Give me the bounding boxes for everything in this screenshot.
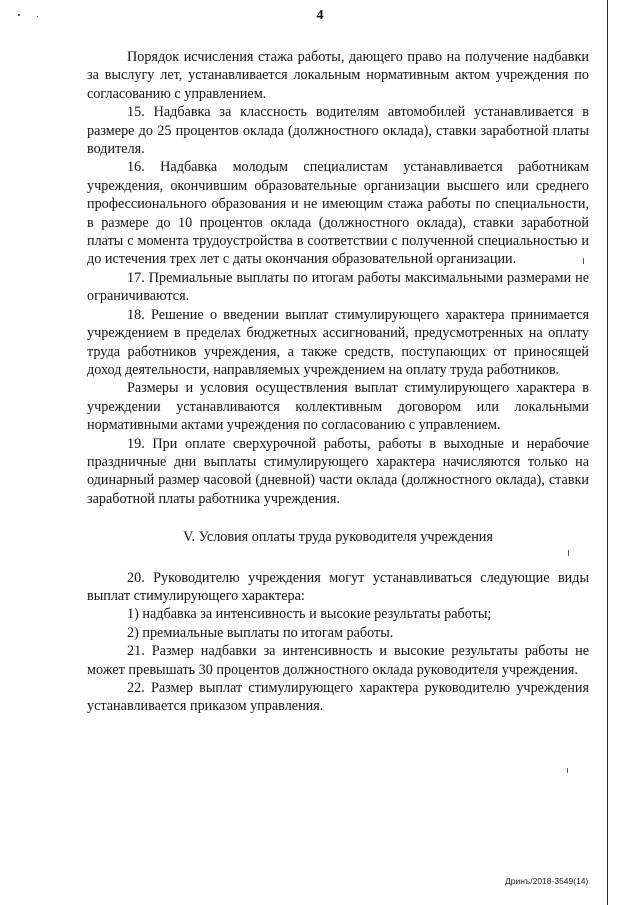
paragraph-22: 22. Размер выплат стимулирующего характера руководителю учреждения устанавливается приказом управления. xyxy=(87,680,589,715)
list-item-1: 1) надбавка за интенсивность и высокие результаты работы; xyxy=(127,606,492,623)
page-number: 4 xyxy=(316,8,324,23)
scan-speck xyxy=(37,16,38,17)
paragraph-15: 15. Надбавка за классность водителям автомобилей устанавливается в размере до 25 процентов оклада (должностного оклада), ставки заработной платы водителя. xyxy=(87,104,589,158)
scan-speck xyxy=(583,258,584,264)
footer-document-code: Дринъ/2018-3549(14) xyxy=(505,876,589,886)
paragraph-seniority-procedure: Порядок исчисления стажа работы, дающего право на получение надбавки за выслугу лет, устанавливается локальным нормативным актом учреждения по согласованию с управлением. xyxy=(87,49,589,102)
scan-speck xyxy=(567,768,568,773)
section-heading: V. Условия оплаты труда руководителя учреждения xyxy=(183,529,493,546)
paragraph-18: 18. Решение о введении выплат стимулирующего характера принимается учреждением в пределах бюджетных ассигнований, предусмотренных на оплату труда работников учреждения, а также средств, поступающих от приносящей доход деятельности, направляемых учреждением на оплату труда работников. xyxy=(87,306,589,378)
paragraph-18-conditions: Размеры и условия осуществления выплат стимулирующего характера в учреждении устанавливаются коллективным договором или локальными нормативными актами учреждения по согласованию с управлением. xyxy=(87,380,589,434)
paragraph-20: 20. Руководителю учреждения могут устанавливаться следующие виды выплат стимулирующего характера: xyxy=(87,569,589,604)
paragraph-16: 16. Надбавка молодым специалистам устанавливается работникам учреждения, окончившим образовательные организации высшего или среднего профессионального образования и не имеющим стажа работы по специальности, в размере до 10 процентов оклада (должностного оклада), ставки заработной платы с момента трудоустройства в соответствии с полученной специальностью и до истечения трех лет с даты окончания образовательной организации. xyxy=(87,159,589,268)
paragraph-19: 19. При оплате сверхурочной работы, работы в выходные и нерабочие праздничные дни выплаты стимулирующего характера начисляются только на одинарный размер часовой (дневной) части оклада (должностного оклада), ставки заработной платы работника учреждения. xyxy=(87,435,589,507)
paragraph-21: 21. Размер надбавки за интенсивность и высокие результаты работы не может превышать 30 процентов должностного оклада руководителя учреждения. xyxy=(87,643,589,678)
paragraph-17: 17. Премиальные выплаты по итогам работы максимальными размерами не ограничиваются. xyxy=(87,269,589,305)
scan-binding-line xyxy=(607,0,608,905)
scan-speck xyxy=(18,14,20,16)
scan-speck xyxy=(568,550,569,556)
list-item-2: 2) премиальные выплаты по итогам работы. xyxy=(127,624,394,641)
document-body xyxy=(87,48,589,716)
